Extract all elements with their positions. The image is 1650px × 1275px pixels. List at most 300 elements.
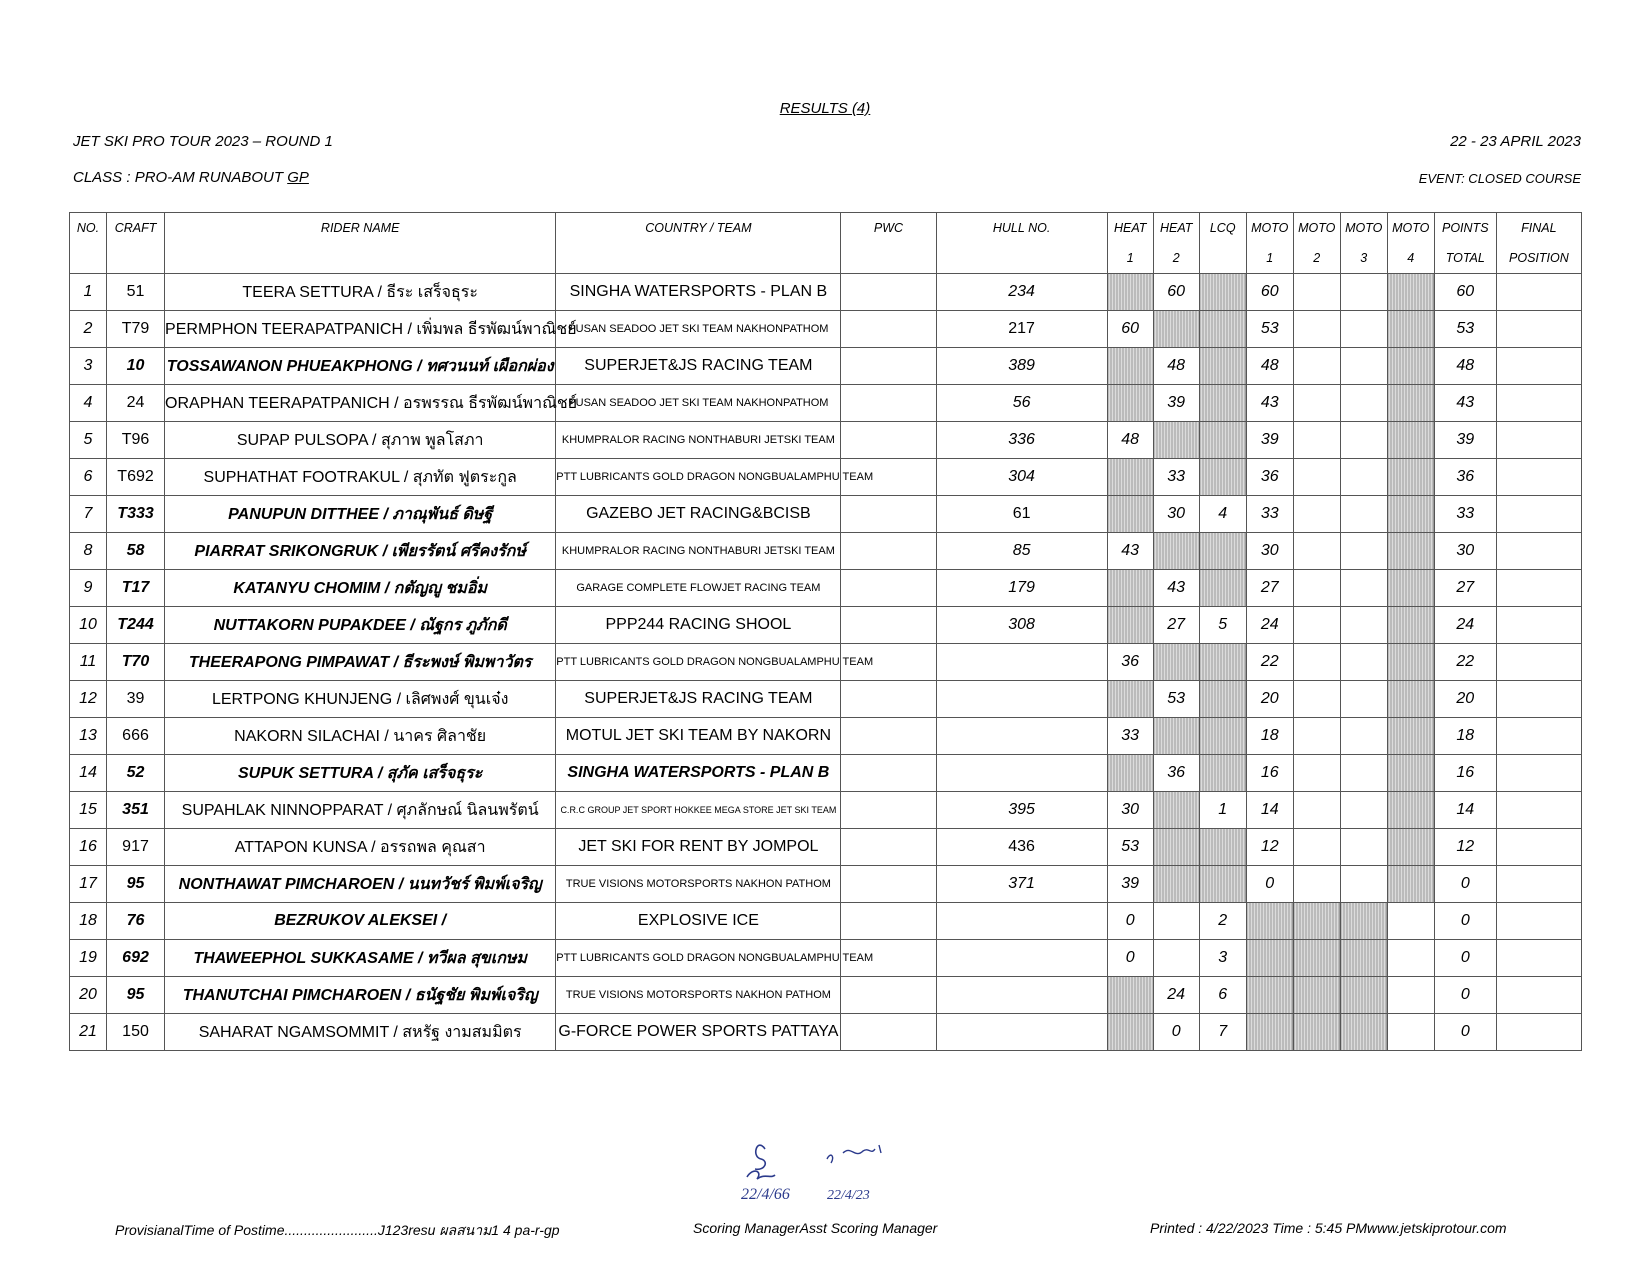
cell-team: C.R.C GROUP JET SPORT HOKKEE MEGA STORE JET SKI TEAM <box>556 792 841 829</box>
cell-team: SUPERJET&JS RACING TEAM <box>556 681 841 718</box>
cell-m2 <box>1293 570 1340 607</box>
cell-points-total: 0 <box>1434 903 1496 940</box>
cell-m1: 43 <box>1246 385 1293 422</box>
cell-pwc <box>841 533 936 570</box>
cell-craft: 351 <box>107 792 165 829</box>
cell-craft: T70 <box>107 644 165 681</box>
cell-final-position <box>1496 274 1581 311</box>
cell-no: 10 <box>70 607 107 644</box>
cell-points-total: 0 <box>1434 940 1496 977</box>
cell-h1: 53 <box>1107 829 1153 866</box>
cell-hull: 389 <box>936 348 1107 385</box>
cell-h2: 60 <box>1153 274 1199 311</box>
cell-team: TRUE VISIONS MOTORSPORTS NAKHON PATHOM <box>556 977 841 1014</box>
cell-m4 <box>1387 792 1434 829</box>
cell-rider: BEZRUKOV ALEKSEI / <box>165 903 556 940</box>
col-team: COUNTRY / TEAM <box>556 213 841 274</box>
table-header-row <box>70 213 1582 274</box>
cell-lcq <box>1199 311 1246 348</box>
cell-m3 <box>1340 718 1387 755</box>
cell-m3 <box>1340 755 1387 792</box>
table-row <box>70 311 1582 348</box>
cell-h2 <box>1153 718 1199 755</box>
cell-rider: ORAPHAN TEERAPATPANICH / อรพรรณ ธีรพัฒน์พาณิชย์ <box>165 385 556 422</box>
col-rider: RIDER NAME <box>165 213 556 274</box>
cell-points-total: 27 <box>1434 570 1496 607</box>
cell-m1: 30 <box>1246 533 1293 570</box>
cell-craft: 150 <box>107 1014 165 1051</box>
cell-no: 3 <box>70 348 107 385</box>
cell-no: 2 <box>70 311 107 348</box>
cell-m3 <box>1340 903 1387 940</box>
cell-hull <box>936 755 1107 792</box>
cell-points-total: 24 <box>1434 607 1496 644</box>
event-name: JET SKI PRO TOUR 2023 – ROUND 1 <box>73 133 333 150</box>
cell-team: TRUE VISIONS MOTORSPORTS NAKHON PATHOM <box>556 866 841 903</box>
cell-m4 <box>1387 755 1434 792</box>
cell-hull <box>936 681 1107 718</box>
cell-lcq: 6 <box>1199 977 1246 1014</box>
cell-hull <box>936 644 1107 681</box>
cell-rider: SUPHATHAT FOOTRAKUL / สุภทัต ฟูตระกูล <box>165 459 556 496</box>
cell-m1: 60 <box>1246 274 1293 311</box>
cell-no: 20 <box>70 977 107 1014</box>
cell-rider: NONTHAWAT PIMCHAROEN / นนทวัชร์ พิมพ์เจริญ <box>165 866 556 903</box>
cell-m1 <box>1246 903 1293 940</box>
cell-h2: 53 <box>1153 681 1199 718</box>
cell-h1 <box>1107 385 1153 422</box>
cell-lcq: 2 <box>1199 903 1246 940</box>
cell-craft: 51 <box>107 274 165 311</box>
cell-lcq: 1 <box>1199 792 1246 829</box>
cell-rider: PANUPUN DITTHEE / ภาณุพันธ์ ดิษฐี <box>165 496 556 533</box>
cell-m3 <box>1340 422 1387 459</box>
cell-h2: 27 <box>1153 607 1199 644</box>
cell-m1: 22 <box>1246 644 1293 681</box>
cell-rider: SUPAP PULSOPA / สุภาพ พูลโสภา <box>165 422 556 459</box>
cell-pwc <box>841 866 936 903</box>
cell-m1: 14 <box>1246 792 1293 829</box>
cell-points-total: 36 <box>1434 459 1496 496</box>
col-no: NO. <box>70 213 107 274</box>
table-row <box>70 940 1582 977</box>
cell-rider: ATTAPON KUNSA / อรรถพล คุณสา <box>165 829 556 866</box>
footer-scoring-manager: Scoring ManagerAsst Scoring Manager <box>693 1220 938 1236</box>
cell-final-position <box>1496 977 1581 1014</box>
cell-points-total: 53 <box>1434 311 1496 348</box>
cell-m4 <box>1387 607 1434 644</box>
cell-m2 <box>1293 718 1340 755</box>
cell-final-position <box>1496 422 1581 459</box>
cell-lcq <box>1199 459 1246 496</box>
cell-hull: 217 <box>936 311 1107 348</box>
cell-craft: 692 <box>107 940 165 977</box>
cell-final-position <box>1496 755 1581 792</box>
cell-pwc <box>841 755 936 792</box>
table-row <box>70 903 1582 940</box>
cell-team: EXPLOSIVE ICE <box>556 903 841 940</box>
cell-m2 <box>1293 348 1340 385</box>
cell-team: PUSAN SEADOO JET SKI TEAM NAKHONPATHOM <box>556 311 841 348</box>
class-suffix: GP <box>287 169 309 186</box>
cell-lcq <box>1199 533 1246 570</box>
cell-pwc <box>841 274 936 311</box>
cell-h2: 48 <box>1153 348 1199 385</box>
table-row <box>70 459 1582 496</box>
signature-date-1: 22/4/66 <box>741 1186 790 1203</box>
table-row <box>70 718 1582 755</box>
col-moto4: MOTO 4 <box>1387 213 1434 274</box>
table-row <box>70 348 1582 385</box>
table-row <box>70 755 1582 792</box>
cell-pwc <box>841 792 936 829</box>
cell-points-total: 18 <box>1434 718 1496 755</box>
cell-h2: 39 <box>1153 385 1199 422</box>
table-row <box>70 274 1582 311</box>
cell-rider: THANUTCHAI PIMCHAROEN / ธนัฐชัย พิมพ์เจริญ <box>165 977 556 1014</box>
cell-points-total: 22 <box>1434 644 1496 681</box>
cell-team: GARAGE COMPLETE FLOWJET RACING TEAM <box>556 570 841 607</box>
cell-rider: SAHARAT NGAMSOMMIT / สหรัฐ งามสมมิตร <box>165 1014 556 1051</box>
table-row <box>70 570 1582 607</box>
table-row <box>70 385 1582 422</box>
cell-no: 16 <box>70 829 107 866</box>
cell-m1: 24 <box>1246 607 1293 644</box>
cell-m1: 39 <box>1246 422 1293 459</box>
cell-m1: 20 <box>1246 681 1293 718</box>
cell-final-position <box>1496 348 1581 385</box>
cell-points-total: 20 <box>1434 681 1496 718</box>
table-row <box>70 644 1582 681</box>
cell-h1 <box>1107 755 1153 792</box>
cell-rider: PERMPHON TEERAPATPANICH / เพิ่มพล ธีรพัฒน์พาณิชย์ <box>165 311 556 348</box>
col-heat2: HEAT 2 <box>1153 213 1199 274</box>
cell-h2 <box>1153 940 1199 977</box>
cell-m4 <box>1387 829 1434 866</box>
cell-m2 <box>1293 533 1340 570</box>
cell-m2 <box>1293 385 1340 422</box>
col-moto1: MOTO 1 <box>1246 213 1293 274</box>
cell-final-position <box>1496 459 1581 496</box>
cell-points-total: 33 <box>1434 496 1496 533</box>
cell-m2 <box>1293 422 1340 459</box>
cell-lcq <box>1199 644 1246 681</box>
cell-rider: THAWEEPHOL SUKKASAME / ทวีผล สุขเกษม <box>165 940 556 977</box>
cell-no: 8 <box>70 533 107 570</box>
cell-hull: 371 <box>936 866 1107 903</box>
cell-craft: 24 <box>107 385 165 422</box>
cell-points-total: 30 <box>1434 533 1496 570</box>
cell-h2 <box>1153 533 1199 570</box>
cell-hull: 308 <box>936 607 1107 644</box>
cell-m2 <box>1293 1014 1340 1051</box>
cell-m2 <box>1293 496 1340 533</box>
cell-h2: 43 <box>1153 570 1199 607</box>
cell-m1: 27 <box>1246 570 1293 607</box>
cell-final-position <box>1496 681 1581 718</box>
cell-final-position <box>1496 792 1581 829</box>
footer-provisional: ProvisianalTime of Postime........................J123resu ผลสนาม1 4 pa-r-gp <box>115 1222 560 1238</box>
cell-h2 <box>1153 792 1199 829</box>
col-craft: CRAFT <box>107 213 165 274</box>
cell-craft: 76 <box>107 903 165 940</box>
cell-h1: 39 <box>1107 866 1153 903</box>
cell-m3 <box>1340 607 1387 644</box>
cell-h1: 0 <box>1107 940 1153 977</box>
cell-final-position <box>1496 718 1581 755</box>
cell-hull: 179 <box>936 570 1107 607</box>
cell-craft: T692 <box>107 459 165 496</box>
cell-h2 <box>1153 903 1199 940</box>
cell-m1: 16 <box>1246 755 1293 792</box>
cell-m3 <box>1340 681 1387 718</box>
cell-team: PPP244 RACING SHOOL <box>556 607 841 644</box>
cell-final-position <box>1496 940 1581 977</box>
cell-pwc <box>841 607 936 644</box>
cell-h1: 33 <box>1107 718 1153 755</box>
cell-no: 6 <box>70 459 107 496</box>
cell-rider: SUPAHLAK NINNOPPARAT / ศุภลักษณ์ นิลนพรัตน์ <box>165 792 556 829</box>
cell-team: KHUMPRALOR RACING NONTHABURI JETSKI TEAM <box>556 533 841 570</box>
cell-final-position <box>1496 866 1581 903</box>
cell-m4 <box>1387 977 1434 1014</box>
cell-m3 <box>1340 311 1387 348</box>
cell-craft: 39 <box>107 681 165 718</box>
cell-m2 <box>1293 829 1340 866</box>
cell-h1: 30 <box>1107 792 1153 829</box>
cell-m3 <box>1340 348 1387 385</box>
cell-m2 <box>1293 940 1340 977</box>
cell-team: MOTUL JET SKI TEAM BY NAKORN <box>556 718 841 755</box>
cell-points-total: 48 <box>1434 348 1496 385</box>
cell-h1 <box>1107 1014 1153 1051</box>
signature-image <box>735 1135 915 1205</box>
cell-lcq <box>1199 570 1246 607</box>
cell-no: 18 <box>70 903 107 940</box>
cell-craft: 95 <box>107 977 165 1014</box>
cell-m4 <box>1387 903 1434 940</box>
cell-pwc <box>841 348 936 385</box>
table-row <box>70 681 1582 718</box>
col-pwc: PWC <box>841 213 936 274</box>
cell-m3 <box>1340 533 1387 570</box>
cell-pwc <box>841 496 936 533</box>
cell-m2 <box>1293 607 1340 644</box>
cell-lcq <box>1199 829 1246 866</box>
cell-m4 <box>1387 348 1434 385</box>
cell-craft: 52 <box>107 755 165 792</box>
cell-lcq <box>1199 866 1246 903</box>
cell-points-total: 16 <box>1434 755 1496 792</box>
col-heat1: HEAT 1 <box>1107 213 1153 274</box>
cell-craft: T79 <box>107 311 165 348</box>
cell-m4 <box>1387 274 1434 311</box>
cell-h2 <box>1153 829 1199 866</box>
cell-h1: 60 <box>1107 311 1153 348</box>
table-row <box>70 792 1582 829</box>
cell-m1: 18 <box>1246 718 1293 755</box>
cell-team: KHUMPRALOR RACING NONTHABURI JETSKI TEAM <box>556 422 841 459</box>
cell-no: 5 <box>70 422 107 459</box>
cell-final-position <box>1496 496 1581 533</box>
cell-m4 <box>1387 385 1434 422</box>
event-date: 22 - 23 APRIL 2023 <box>1450 133 1581 150</box>
cell-m1: 48 <box>1246 348 1293 385</box>
cell-hull: 336 <box>936 422 1107 459</box>
cell-hull <box>936 940 1107 977</box>
cell-h1 <box>1107 607 1153 644</box>
cell-lcq: 4 <box>1199 496 1246 533</box>
cell-lcq <box>1199 681 1246 718</box>
cell-m1: 36 <box>1246 459 1293 496</box>
cell-pwc <box>841 829 936 866</box>
cell-pwc <box>841 570 936 607</box>
cell-pwc <box>841 718 936 755</box>
cell-m2 <box>1293 311 1340 348</box>
cell-rider: TEERA SETTURA / ธีระ เสร็จธุระ <box>165 274 556 311</box>
cell-m4 <box>1387 533 1434 570</box>
cell-m4 <box>1387 422 1434 459</box>
cell-m3 <box>1340 977 1387 1014</box>
cell-m1 <box>1246 1014 1293 1051</box>
cell-h1 <box>1107 570 1153 607</box>
cell-m3 <box>1340 459 1387 496</box>
cell-team: PTT LUBRICANTS GOLD DRAGON NONGBUALAMPHU TEAM <box>556 940 841 977</box>
cell-h1: 48 <box>1107 422 1153 459</box>
cell-m4 <box>1387 459 1434 496</box>
cell-m2 <box>1293 681 1340 718</box>
cell-points-total: 60 <box>1434 274 1496 311</box>
cell-h2: 36 <box>1153 755 1199 792</box>
cell-m3 <box>1340 829 1387 866</box>
cell-hull <box>936 718 1107 755</box>
cell-m1: 33 <box>1246 496 1293 533</box>
table-row <box>70 977 1582 1014</box>
table-row <box>70 829 1582 866</box>
cell-h1: 43 <box>1107 533 1153 570</box>
class-line <box>73 169 309 186</box>
col-hull: HULL NO. <box>936 213 1107 274</box>
table-row <box>70 496 1582 533</box>
cell-m3 <box>1340 644 1387 681</box>
col-moto2: MOTO 2 <box>1293 213 1340 274</box>
cell-points-total: 0 <box>1434 866 1496 903</box>
cell-h2: 0 <box>1153 1014 1199 1051</box>
cell-team: PUSAN SEADOO JET SKI TEAM NAKHONPATHOM <box>556 385 841 422</box>
cell-h2 <box>1153 422 1199 459</box>
table-row <box>70 607 1582 644</box>
cell-no: 7 <box>70 496 107 533</box>
cell-pwc <box>841 681 936 718</box>
cell-h2: 30 <box>1153 496 1199 533</box>
cell-m4 <box>1387 644 1434 681</box>
cell-m4 <box>1387 570 1434 607</box>
cell-team: SINGHA WATERSPORTS - PLAN B <box>556 274 841 311</box>
cell-hull <box>936 977 1107 1014</box>
cell-hull: 304 <box>936 459 1107 496</box>
cell-team: SINGHA WATERSPORTS - PLAN B <box>556 755 841 792</box>
cell-h2 <box>1153 644 1199 681</box>
cell-final-position <box>1496 644 1581 681</box>
cell-no: 9 <box>70 570 107 607</box>
cell-lcq: 5 <box>1199 607 1246 644</box>
cell-final-position <box>1496 385 1581 422</box>
cell-m3 <box>1340 792 1387 829</box>
cell-no: 12 <box>70 681 107 718</box>
cell-craft: T17 <box>107 570 165 607</box>
cell-h1 <box>1107 977 1153 1014</box>
cell-points-total: 0 <box>1434 977 1496 1014</box>
cell-hull: 56 <box>936 385 1107 422</box>
cell-craft: 95 <box>107 866 165 903</box>
cell-h2 <box>1153 866 1199 903</box>
cell-m2 <box>1293 866 1340 903</box>
cell-no: 17 <box>70 866 107 903</box>
cell-rider: LERTPONG KHUNJENG / เลิศพงศ์ ขุนเจ๋ง <box>165 681 556 718</box>
cell-m3 <box>1340 274 1387 311</box>
cell-rider: SUPUK SETTURA / สุภัค เสร็จธุระ <box>165 755 556 792</box>
cell-lcq: 3 <box>1199 940 1246 977</box>
cell-m2 <box>1293 977 1340 1014</box>
cell-no: 1 <box>70 274 107 311</box>
cell-points-total: 39 <box>1434 422 1496 459</box>
cell-m4 <box>1387 311 1434 348</box>
cell-h1: 0 <box>1107 903 1153 940</box>
cell-hull: 436 <box>936 829 1107 866</box>
cell-no: 11 <box>70 644 107 681</box>
cell-m4 <box>1387 1014 1434 1051</box>
cell-m3 <box>1340 940 1387 977</box>
cell-hull: 395 <box>936 792 1107 829</box>
cell-team: GAZEBO JET RACING&BCISB <box>556 496 841 533</box>
cell-m3 <box>1340 866 1387 903</box>
table-row <box>70 1014 1582 1051</box>
cell-pwc <box>841 311 936 348</box>
cell-rider: PIARRAT SRIKONGRUK / เพียรรัตน์ ศรีคงรักษ์ <box>165 533 556 570</box>
cell-hull: 85 <box>936 533 1107 570</box>
results-title: RESULTS (4) <box>779 100 871 117</box>
cell-m4 <box>1387 940 1434 977</box>
cell-lcq <box>1199 274 1246 311</box>
cell-craft: T244 <box>107 607 165 644</box>
cell-m1: 0 <box>1246 866 1293 903</box>
cell-final-position <box>1496 570 1581 607</box>
cell-h2 <box>1153 311 1199 348</box>
class-prefix: CLASS : PRO-AM RUNABOUT <box>73 169 288 186</box>
cell-h2: 33 <box>1153 459 1199 496</box>
col-lcq: LCQ <box>1199 213 1246 274</box>
cell-hull: 61 <box>936 496 1107 533</box>
cell-pwc <box>841 977 936 1014</box>
col-points: POINTS TOTAL <box>1434 213 1496 274</box>
cell-final-position <box>1496 311 1581 348</box>
cell-pwc <box>841 422 936 459</box>
cell-final-position <box>1496 829 1581 866</box>
cell-craft: 58 <box>107 533 165 570</box>
cell-no: 4 <box>70 385 107 422</box>
cell-rider: KATANYU CHOMIM / กตัญญู ชมอิ่ม <box>165 570 556 607</box>
cell-no: 21 <box>70 1014 107 1051</box>
cell-points-total: 12 <box>1434 829 1496 866</box>
cell-h1 <box>1107 348 1153 385</box>
cell-pwc <box>841 1014 936 1051</box>
cell-no: 15 <box>70 792 107 829</box>
cell-final-position <box>1496 607 1581 644</box>
cell-craft: 10 <box>107 348 165 385</box>
cell-h1: 36 <box>1107 644 1153 681</box>
cell-team: G-FORCE POWER SPORTS PATTAYA <box>556 1014 841 1051</box>
table-row <box>70 422 1582 459</box>
